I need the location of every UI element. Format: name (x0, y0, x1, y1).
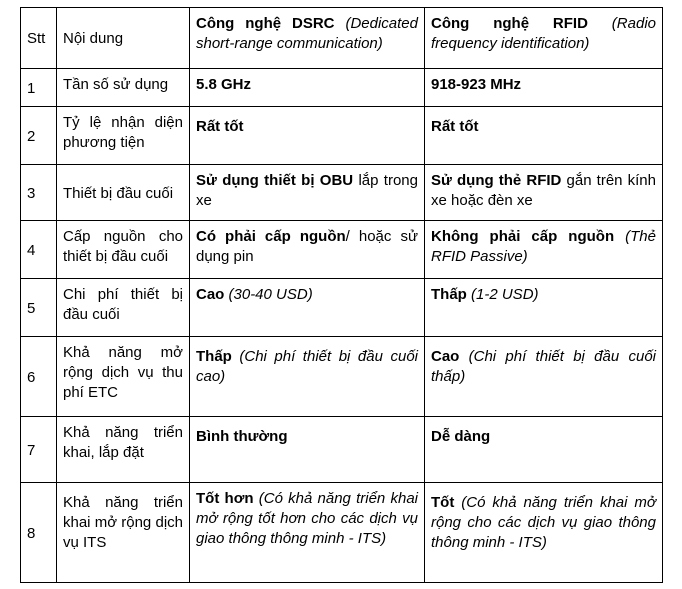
row-rfid (425, 337, 663, 417)
dsrc-value: Thấp (196, 348, 232, 365)
table-row (21, 483, 663, 583)
dsrc-value: Rất tốt (196, 118, 244, 135)
rfid-detail: gắn trên kính xe hoặc đèn xe (431, 172, 656, 209)
row-dsrc (190, 221, 425, 279)
rfid-detail: (Có khả năng triển khai mở rộng cho các dịch vụ giao thông thông minh - ITS) (431, 494, 656, 551)
header-rfid-title: Công nghệ RFID (431, 15, 588, 32)
row-dsrc (190, 279, 425, 337)
row-stt: 1 (21, 69, 57, 107)
row-stt: 2 (21, 107, 57, 165)
dsrc-value: Sử dụng thiết bị OBU (196, 172, 354, 189)
row-stt: 6 (21, 337, 57, 417)
row-rfid (425, 417, 663, 483)
row-content: Khả năng mở rộng dịch vụ thu phí ETC (57, 337, 190, 417)
row-dsrc (190, 483, 425, 583)
header-rfid (425, 8, 663, 69)
row-stt: 3 (21, 165, 57, 221)
dsrc-value: Bình thường (196, 428, 288, 445)
rfid-value: Cao (431, 348, 460, 365)
rfid-detail: (1-2 USD) (466, 286, 539, 303)
row-rfid (425, 69, 663, 107)
header-content: Nội dung (57, 8, 190, 69)
rfid-detail: (Thẻ RFID Passive) (431, 228, 656, 265)
rfid-value: Dễ dàng (431, 428, 491, 445)
dsrc-value: Tốt hơn (196, 490, 254, 507)
table-row (21, 279, 663, 337)
rfid-value: Không phải cấp nguồn (431, 228, 615, 245)
row-dsrc (190, 417, 425, 483)
header-dsrc (190, 8, 425, 69)
dsrc-detail: / hoặc sử dụng pin (196, 228, 418, 265)
row-dsrc (190, 337, 425, 417)
header-rfid-subtitle: (Radio frequency identification) (431, 15, 656, 52)
header-row (21, 8, 663, 69)
table-row (21, 69, 663, 107)
table-row (21, 107, 663, 165)
dsrc-detail: (30-40 USD) (224, 286, 313, 303)
rfid-value: Rất tốt (431, 118, 479, 135)
dsrc-detail: (Chi phí thiết bị đầu cuối cao) (196, 348, 418, 385)
header-dsrc-title: Công nghệ DSRC (196, 15, 335, 32)
dsrc-detail: lắp trong xe (196, 172, 418, 209)
row-stt: 4 (21, 221, 57, 279)
row-rfid (425, 483, 663, 583)
row-dsrc (190, 107, 425, 165)
table-row (21, 417, 663, 483)
row-content: Chi phí thiết bị đầu cuối (57, 279, 190, 337)
row-dsrc (190, 69, 425, 107)
table-row (21, 221, 663, 279)
row-rfid (425, 221, 663, 279)
rfid-detail: (Chi phí thiết bị đầu cuối thấp) (431, 348, 656, 385)
rfid-value: 918-923 MHz (431, 76, 522, 93)
table-row (21, 337, 663, 417)
dsrc-value: Cao (196, 286, 225, 303)
dsrc-value: 5.8 GHz (196, 76, 252, 93)
row-content: Tần số sử dụng (57, 69, 190, 107)
row-stt: 5 (21, 279, 57, 337)
dsrc-value: Có phải cấp nguồn (196, 228, 346, 245)
row-rfid (425, 107, 663, 165)
row-stt: 8 (21, 483, 57, 583)
rfid-value: Tốt (431, 494, 455, 511)
row-rfid (425, 165, 663, 221)
dsrc-detail: (Có khả năng triển khai mở rộng tốt hơn cho các dịch vụ giao thông thông minh - ITS) (196, 490, 418, 547)
header-stt: Stt (21, 8, 57, 69)
row-rfid (425, 279, 663, 337)
header-dsrc-subtitle: (Dedicated short-range communication) (196, 15, 418, 52)
row-stt: 7 (21, 417, 57, 483)
row-dsrc (190, 165, 425, 221)
comparison-table (20, 7, 663, 583)
rfid-value: Thấp (431, 286, 467, 303)
row-content: Cấp nguồn cho thiết bị đầu cuối (57, 221, 190, 279)
row-content: Thiết bị đầu cuối (57, 165, 190, 221)
row-content: Khả năng triển khai, lắp đặt (57, 417, 190, 483)
row-content: Tỷ lệ nhận diện phương tiện (57, 107, 190, 165)
row-content: Khả năng triển khai mở rộng dịch vụ ITS (57, 483, 190, 583)
rfid-value: Sử dụng thẻ RFID (431, 172, 562, 189)
table-row (21, 165, 663, 221)
